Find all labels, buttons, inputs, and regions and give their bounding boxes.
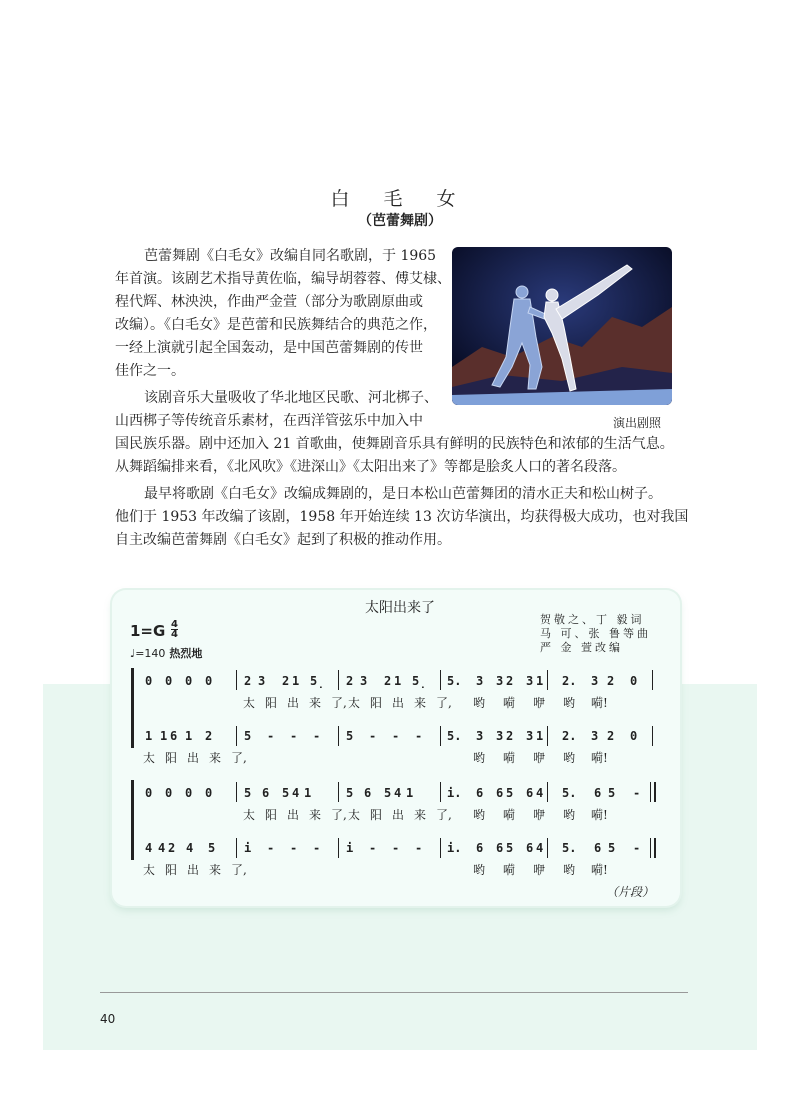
score-note: 3 — [526, 674, 534, 688]
lyric-syllable: 阳 — [165, 751, 178, 765]
credit-lyricist: 贺敬之、丁 毅词 — [540, 613, 645, 626]
lyric-syllable: 了, — [436, 696, 452, 710]
lyric-syllable: 咿 — [533, 808, 546, 822]
score-note: 1 — [536, 674, 544, 688]
paragraph-line: 程代辉、林泱泱，作曲严金萱（部分为歌剧原曲或 — [115, 294, 423, 310]
lyric-syllable: 出 — [287, 808, 300, 822]
score-note: 5. — [562, 786, 577, 800]
score-note: 0 — [145, 674, 153, 688]
score-note: 5 — [346, 729, 354, 743]
score-row-1 — [0, 674, 800, 694]
lyric-syllable: 太 — [348, 808, 361, 822]
lyric-syllable: 哟 — [563, 751, 576, 765]
score-note: 2 — [168, 841, 176, 855]
score-note: 2 — [506, 729, 514, 743]
score-note: 6 — [170, 729, 178, 743]
footer-rule — [100, 992, 688, 993]
score-note: 3 — [526, 729, 534, 743]
score-note: 2 — [244, 674, 252, 688]
lyrics-row-1 — [0, 694, 800, 714]
score-note: 5̣ — [310, 674, 325, 688]
score-note: 2. — [562, 729, 577, 743]
score-note: i — [244, 841, 252, 855]
score-note: i. — [447, 841, 462, 855]
lyrics-row-4 — [0, 861, 800, 881]
score-note: 2. — [562, 674, 577, 688]
lyric-syllable: 嗬! — [591, 751, 608, 765]
score-note: - — [369, 841, 377, 855]
score-note: 6 — [594, 841, 602, 855]
score-note: 5. — [447, 674, 462, 688]
score-note: - — [290, 729, 298, 743]
score-row-2 — [0, 729, 800, 749]
lyric-syllable: 嗬! — [591, 696, 608, 710]
lyric-syllable: 哟 — [563, 696, 576, 710]
lyric-syllable: 哟 — [563, 808, 576, 822]
lyric-syllable: 来 — [209, 751, 222, 765]
lyric-syllable: 来 — [414, 696, 427, 710]
score-note: 0 — [185, 674, 193, 688]
credit-arranger: 严 金 萱改编 — [540, 641, 623, 654]
score-note: - — [290, 841, 298, 855]
score-note: 0 — [630, 674, 638, 688]
score-note: - — [267, 841, 275, 855]
time-signature-top: 4 — [171, 619, 178, 630]
lyrics-row-2 — [0, 749, 800, 769]
score-note: 6 — [476, 841, 484, 855]
score-note: 0 — [165, 674, 173, 688]
score-note: 4 — [536, 786, 544, 800]
lyric-syllable: 了, — [231, 863, 247, 877]
lyric-syllable: 嗬 — [503, 863, 516, 877]
score-note: 1 — [406, 786, 414, 800]
score-note: 1 — [160, 729, 168, 743]
score-note: 3 — [258, 674, 266, 688]
score-note: 5̣ — [412, 674, 427, 688]
lyric-syllable: 了, — [331, 696, 347, 710]
score-note: 2 — [506, 674, 514, 688]
score-note: 5 — [506, 786, 514, 800]
paragraph-line: 一经上演就引起全国轰动，是中国芭蕾舞剧的传世 — [115, 340, 423, 356]
score-note: 2 — [205, 729, 213, 743]
lyric-syllable: 出 — [392, 808, 405, 822]
song-title: 太阳出来了 — [365, 600, 435, 616]
lyric-syllable: 阳 — [370, 696, 383, 710]
lyric-syllable: 阳 — [165, 863, 178, 877]
paragraph-line: 年首演。该剧艺术指导黄佐临，编导胡蓉蓉、傅艾棣、 — [115, 271, 451, 287]
score-note: 0 — [185, 786, 193, 800]
lyric-syllable: 太 — [348, 696, 361, 710]
score-note: 0 — [145, 786, 153, 800]
score-note: 6 — [526, 786, 534, 800]
score-note: - — [369, 729, 377, 743]
paragraph-line: 从舞蹈编排来看，《北风吹》《进深山》《太阳出来了》等都是脍炙人口的著名段落。 — [115, 459, 626, 475]
score-note: 4 — [145, 841, 153, 855]
paragraph-line: 他们于 1953 年改编了该剧，1958 年开始连续 13 次访华演出，均获得极大成功，也对我国 — [115, 509, 689, 525]
article-subtitle: （芭蕾舞剧） — [358, 213, 442, 229]
lyric-syllable: 嗬! — [591, 863, 608, 877]
score-note: 0 — [205, 674, 213, 688]
score-row-4 — [0, 841, 800, 861]
score-note: 5 — [384, 786, 392, 800]
photo-caption: 演出剧照 — [613, 416, 662, 430]
paragraph-line: 佳作之一。 — [115, 363, 185, 379]
score-note: 3 — [591, 729, 599, 743]
score-note: 1 — [304, 786, 312, 800]
score-note: - — [415, 729, 423, 743]
score-note: 2 — [282, 674, 290, 688]
lyrics-row-3 — [0, 806, 800, 826]
lyric-syllable: 了, — [231, 751, 247, 765]
score-note: 4 — [186, 841, 194, 855]
lyric-syllable: 嗬 — [503, 751, 516, 765]
paragraph-line: 最早将歌剧《白毛女》改编成舞剧的，是日本松山芭蕾舞团的清水正夫和松山树子。 — [144, 486, 662, 502]
score-note: - — [633, 786, 641, 800]
score-note: 2 — [346, 674, 354, 688]
score-note: 2 — [607, 729, 615, 743]
score-note: 2 — [607, 674, 615, 688]
tempo-marking — [130, 645, 202, 661]
score-note: 6 — [594, 786, 602, 800]
score-note: 5. — [447, 729, 462, 743]
page-number: 40 — [100, 1012, 116, 1026]
lyric-syllable: 出 — [287, 696, 300, 710]
score-note: 1 — [185, 729, 193, 743]
score-note: 3 — [591, 674, 599, 688]
score-note: 5 — [282, 786, 290, 800]
score-note: 1 — [394, 674, 402, 688]
score-note: 6 — [262, 786, 270, 800]
score-note: 1 — [536, 729, 544, 743]
paragraph-line: 芭蕾舞剧《白毛女》改编自同名歌剧，于 1965 — [144, 248, 437, 264]
lyric-syllable: 太 — [243, 808, 256, 822]
paragraph-line: 该剧音乐大量吸收了华北地区民歌、河北梆子、 — [144, 390, 438, 406]
score-note: 4 — [292, 786, 300, 800]
lyric-syllable: 嗬 — [503, 808, 516, 822]
score-note: 4 — [158, 841, 166, 855]
lyric-syllable: 来 — [309, 808, 322, 822]
lyric-syllable: 了, — [331, 808, 347, 822]
score-note: 5 — [244, 786, 252, 800]
lyric-syllable: 阳 — [265, 696, 278, 710]
lyric-syllable: 来 — [209, 863, 222, 877]
score-note: 6 — [476, 786, 484, 800]
score-note: 1 — [292, 674, 300, 688]
lyric-syllable: 阳 — [370, 808, 383, 822]
score-note: 5 — [506, 841, 514, 855]
time-signature — [171, 620, 178, 639]
lyric-syllable: 来 — [414, 808, 427, 822]
score-note: 3 — [476, 729, 484, 743]
score-note: 0 — [205, 786, 213, 800]
score-note: - — [415, 841, 423, 855]
lyric-syllable: 咿 — [533, 696, 546, 710]
score-note: 6 — [496, 786, 504, 800]
paragraph-line: 改编）。《白毛女》是芭蕾和民族舞结合的典范之作， — [115, 317, 437, 333]
score-note: 6 — [496, 841, 504, 855]
score-note: 5. — [562, 841, 577, 855]
lyric-syllable: 出 — [187, 863, 200, 877]
score-note: 5 — [208, 841, 216, 855]
score-note: 0 — [165, 786, 173, 800]
snippet-label: （片段） — [606, 885, 655, 899]
credit-composer: 马 可、张 鲁等曲 — [540, 627, 651, 640]
lyric-syllable: 哟 — [473, 696, 486, 710]
score-note: 4 — [394, 786, 402, 800]
score-note: 5 — [244, 729, 252, 743]
score-note: - — [633, 841, 641, 855]
score-note: 4 — [536, 841, 544, 855]
article-title: 白 毛 女 — [330, 188, 470, 210]
score-note: i. — [447, 786, 462, 800]
tempo-text: 热烈地 — [169, 647, 203, 660]
lyric-syllable: 太 — [143, 751, 156, 765]
key-signature: 1=G — [130, 622, 166, 640]
score-note: 3 — [476, 674, 484, 688]
score-note: 3 — [496, 674, 504, 688]
score-note: 5 — [608, 841, 616, 855]
lyric-syllable: 咿 — [533, 863, 546, 877]
lyric-syllable: 咿 — [533, 751, 546, 765]
lyric-syllable: 阳 — [265, 808, 278, 822]
lyric-syllable: 来 — [309, 696, 322, 710]
lyric-syllable: 太 — [143, 863, 156, 877]
score-note: - — [313, 841, 321, 855]
score-note: - — [392, 729, 400, 743]
score-note: i — [346, 841, 354, 855]
score-note: 1 — [145, 729, 153, 743]
lyric-syllable: 出 — [187, 751, 200, 765]
score-note: 6 — [526, 841, 534, 855]
lyric-syllable: 哟 — [563, 863, 576, 877]
score-note: - — [392, 841, 400, 855]
lyric-syllable: 哟 — [473, 808, 486, 822]
tempo-value: ♩=140 — [130, 647, 166, 660]
lyric-syllable: 哟 — [473, 863, 486, 877]
lyric-syllable: 了, — [436, 808, 452, 822]
time-signature-bottom: 4 — [171, 629, 178, 640]
score-note: 5 — [346, 786, 354, 800]
score-note: - — [313, 729, 321, 743]
paragraph-line: 山西梆子等传统音乐素材，在西洋管弦乐中加入中 — [115, 413, 423, 429]
paragraph-line: 自主改编芭蕾舞剧《白毛女》起到了积极的推动作用。 — [115, 532, 451, 548]
performance-photo — [452, 247, 672, 405]
score-note: 6 — [364, 786, 372, 800]
score-note: 3 — [496, 729, 504, 743]
lyric-syllable: 哟 — [473, 751, 486, 765]
lyric-syllable: 嗬 — [503, 696, 516, 710]
score-note: 3 — [360, 674, 368, 688]
lyric-syllable: 太 — [243, 696, 256, 710]
score-note: 0 — [630, 729, 638, 743]
score-note: - — [267, 729, 275, 743]
score-note: 5 — [608, 786, 616, 800]
lyric-syllable: 嗬! — [591, 808, 608, 822]
paragraph-line: 国民族乐器。剧中还加入 21 首歌曲，使舞剧音乐具有鲜明的民族特色和浓郁的生活气息。 — [115, 436, 674, 452]
score-note: 2 — [384, 674, 392, 688]
score-row-3 — [0, 786, 800, 806]
lyric-syllable: 出 — [392, 696, 405, 710]
